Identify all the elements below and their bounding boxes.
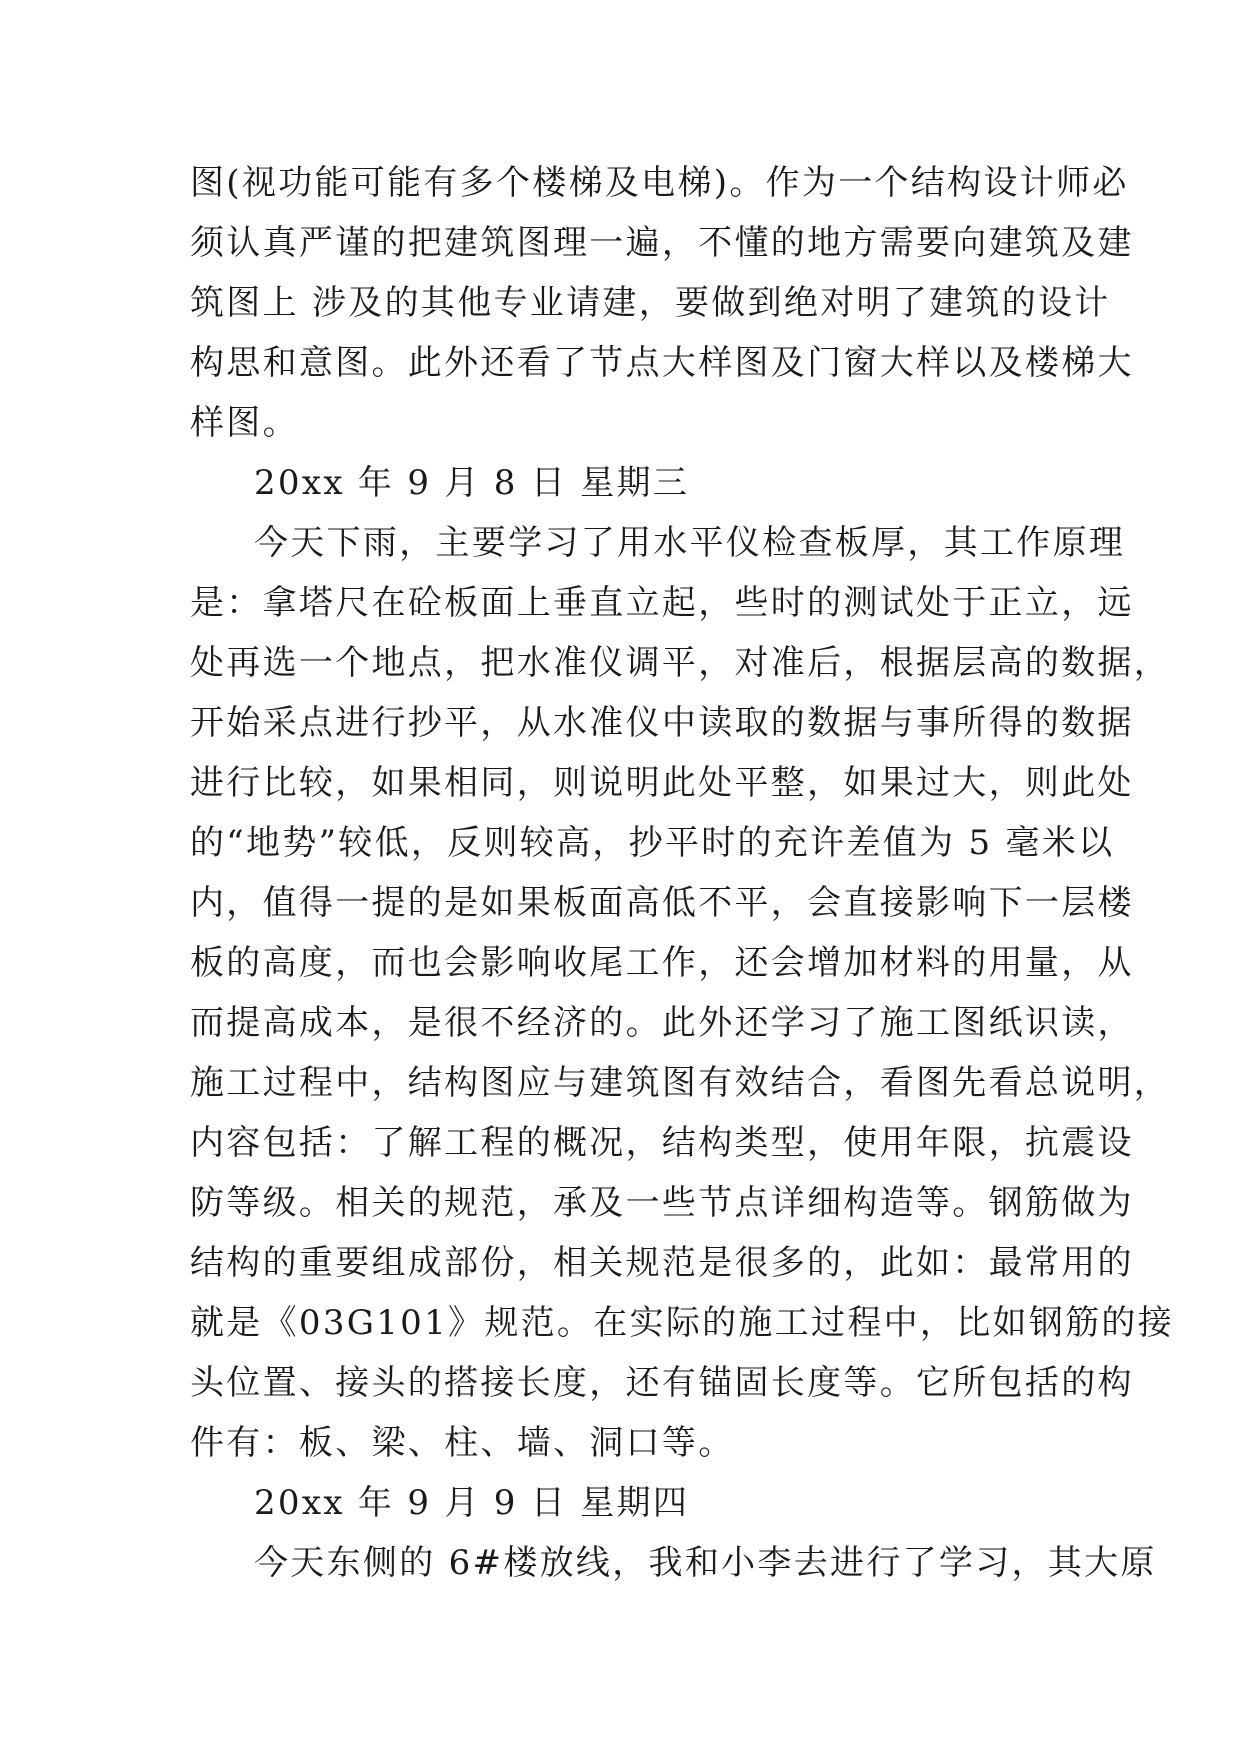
text-line: 防等级。相关的规范，承及一些节点详细构造等。钢筋做为	[190, 1183, 1134, 1223]
text-line: 筑图上 涉及的其他专业请建，要做到绝对明了建筑的设计	[190, 283, 1111, 323]
diary-date-heading: 20xx 年 9 月 9 日 星期四	[254, 1483, 690, 1523]
text-line: 处再选一个地点，把水准仪调平，对准后，根据层高的数据，	[190, 643, 1171, 683]
text-line: 就是《03G101》规范。在实际的施工过程中，比如钢筋的接	[190, 1303, 1175, 1343]
diary-date-heading: 20xx 年 9 月 8 日 星期三	[254, 463, 690, 503]
text-line: 开始采点进行抄平，从水准仪中读取的数据与事所得的数据	[190, 703, 1134, 743]
text-line: 板的高度，而也会影响收尾工作，还会增加材料的用量，从	[190, 943, 1134, 983]
text-line: 今天下雨，主要学习了用水平仪检查板厚，其工作原理	[254, 523, 1126, 563]
text-line: 而提高成本，是很不经济的。此外还学习了施工图纸识读，	[190, 1003, 1134, 1043]
text-line: 须认真严谨的把建筑图理一遍，不懂的地方需要向建筑及建	[190, 223, 1134, 263]
text-line: 样图。	[190, 403, 299, 443]
text-line: 内，值得一提的是如果板面高低不平，会直接影响下一层楼	[190, 883, 1134, 923]
text-line: 施工过程中，结构图应与建筑图有效结合，看图先看总说明，	[190, 1063, 1171, 1103]
text-line: 的“地势”较低，反则较高，抄平时的充许差值为 5 毫米以	[190, 823, 1115, 863]
text-line: 进行比较，如果相同，则说明此处平整，如果过大，则此处	[190, 763, 1134, 803]
text-line: 头位置、接头的搭接长度，还有锚固长度等。它所包括的构	[190, 1363, 1134, 1403]
text-line: 图(视功能可能有多个楼梯及电梯)。作为一个结构设计师必	[190, 163, 1129, 203]
text-line: 结构的重要组成部份，相关规范是很多的，此如：最常用的	[190, 1243, 1134, 1283]
text-line: 构思和意图。此外还看了节点大样图及门窗大样以及楼梯大	[190, 343, 1134, 383]
text-line: 是：拿塔尺在砼板面上垂直立起，些时的测试处于正立，远	[190, 583, 1134, 623]
text-line: 今天东侧的 6#楼放线，我和小李去进行了学习，其大原	[254, 1543, 1157, 1583]
text-line: 件有：板、梁、柱、墙、洞口等。	[190, 1423, 735, 1463]
text-line: 内容包括：了解工程的概况，结构类型，使用年限，抗震设	[190, 1123, 1134, 1163]
